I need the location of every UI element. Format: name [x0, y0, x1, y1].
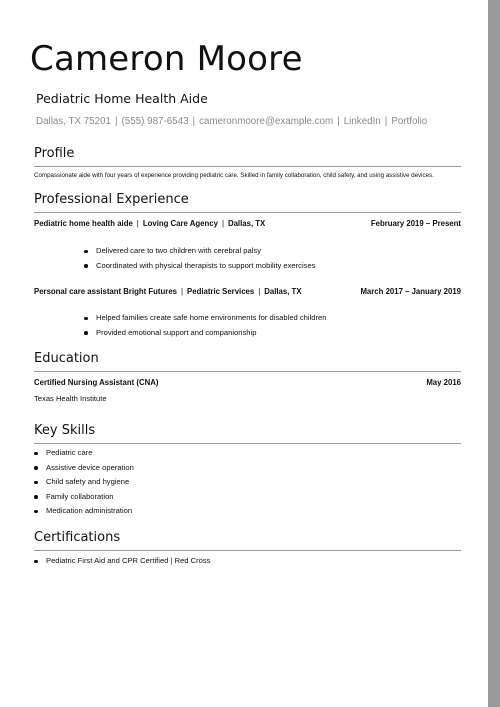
- bullet-dot: [34, 495, 38, 499]
- bullet-text: Helped families create safe home environments for disabled children: [96, 313, 327, 322]
- bullet-dot: [84, 250, 88, 254]
- education-degree: Certified Nursing Assistant (CNA): [34, 378, 159, 387]
- job-location: Dallas, TX: [227, 219, 266, 228]
- contact-separator: |: [337, 116, 340, 127]
- certifications-heading: Certifications: [34, 530, 121, 545]
- education-school: Texas Health Institute: [34, 394, 107, 403]
- skill-text: Family collaboration: [46, 491, 114, 501]
- section-divider: [34, 166, 461, 167]
- list-item: [34, 446, 134, 461]
- section-divider: [34, 550, 461, 551]
- job-header: [34, 219, 461, 228]
- bullet-dot: [34, 510, 38, 514]
- education-entry: [34, 378, 461, 387]
- contact-email[interactable]: cameronmoore@example.com: [199, 116, 334, 127]
- contact-linkedin[interactable]: LinkedIn: [343, 116, 381, 127]
- list-item: [34, 475, 134, 490]
- job-company: Pediatric Services: [187, 287, 255, 296]
- job-dates: February 2019 – Present: [370, 219, 461, 228]
- contact-separator: |: [384, 116, 388, 127]
- list-item: [34, 461, 134, 476]
- separator-bar: |: [221, 219, 224, 228]
- bullet-dot: [84, 317, 88, 321]
- job-location: Dallas, TX: [264, 287, 302, 296]
- candidate-name: Cameron Moore: [30, 39, 303, 79]
- contact-portfolio[interactable]: Portfolio: [391, 116, 428, 127]
- list-item: [34, 490, 134, 505]
- separator-bar: |: [136, 219, 139, 228]
- list-item: [34, 554, 210, 569]
- section-divider: [34, 371, 461, 372]
- contact-address: Dallas, TX 75201: [36, 116, 111, 127]
- contact-line: [36, 116, 427, 127]
- section-divider: [34, 212, 461, 213]
- bullet-dot: [34, 560, 38, 564]
- contact-phone: (555) 987-6543: [121, 116, 189, 127]
- skill-text: Pediatric care: [46, 448, 93, 457]
- skill-text: Medication administration: [46, 506, 133, 515]
- list-item: [84, 326, 326, 341]
- job-company: Loving Care Agency: [142, 219, 218, 228]
- bullet-dot: [84, 331, 88, 335]
- bullet-text: Provided emotional support and companionship: [96, 327, 257, 337]
- candidate-role: Pediatric Home Health Aide: [36, 91, 208, 106]
- profile-text: Compassionate aide with four years of experience providing pediatric care. Skilled in family collaboration, child safety, and using assistive devices.: [34, 172, 434, 179]
- certification-text: Pediatric First Aid and CPR Certified | Red Cross: [46, 556, 211, 565]
- profile-heading: Profile: [34, 146, 75, 161]
- skills-heading: Key Skills: [34, 423, 96, 438]
- education-date: May 2016: [426, 378, 461, 387]
- bullet-dot: [34, 481, 38, 485]
- scrollbar-track[interactable]: [488, 0, 500, 707]
- bullet-text: Coordinated with physical therapists to support mobility exercises: [96, 260, 316, 270]
- bullet-dot: [34, 466, 38, 470]
- skill-text: Child safety and hygiene: [46, 477, 130, 486]
- bullet-text: Delivered care to two children with cerebral palsy: [96, 246, 262, 255]
- job-bullets: [84, 311, 326, 340]
- separator-bar: |: [258, 287, 261, 296]
- list-item: [84, 311, 326, 326]
- skill-text: Assistive device operation: [46, 462, 134, 472]
- contact-separator: |: [114, 116, 118, 127]
- list-item: [84, 244, 315, 259]
- job-header: [34, 287, 461, 296]
- experience-heading: Professional Experience: [34, 192, 189, 207]
- certifications-list: [34, 554, 210, 569]
- list-item: [34, 504, 134, 519]
- skills-list: [34, 446, 134, 519]
- job-dates: March 2017 – January 2019: [360, 287, 461, 296]
- list-item: [84, 259, 315, 274]
- job-position: Personal care assistant Bright Futures: [34, 287, 177, 296]
- bullet-dot: [34, 452, 38, 456]
- contact-separator: |: [192, 116, 196, 127]
- section-divider: [34, 443, 461, 444]
- education-heading: Education: [34, 351, 99, 366]
- separator-bar: |: [181, 287, 184, 296]
- bullet-dot: [84, 264, 88, 268]
- job-position: Pediatric home health aide: [34, 219, 133, 228]
- job-bullets: [84, 244, 315, 273]
